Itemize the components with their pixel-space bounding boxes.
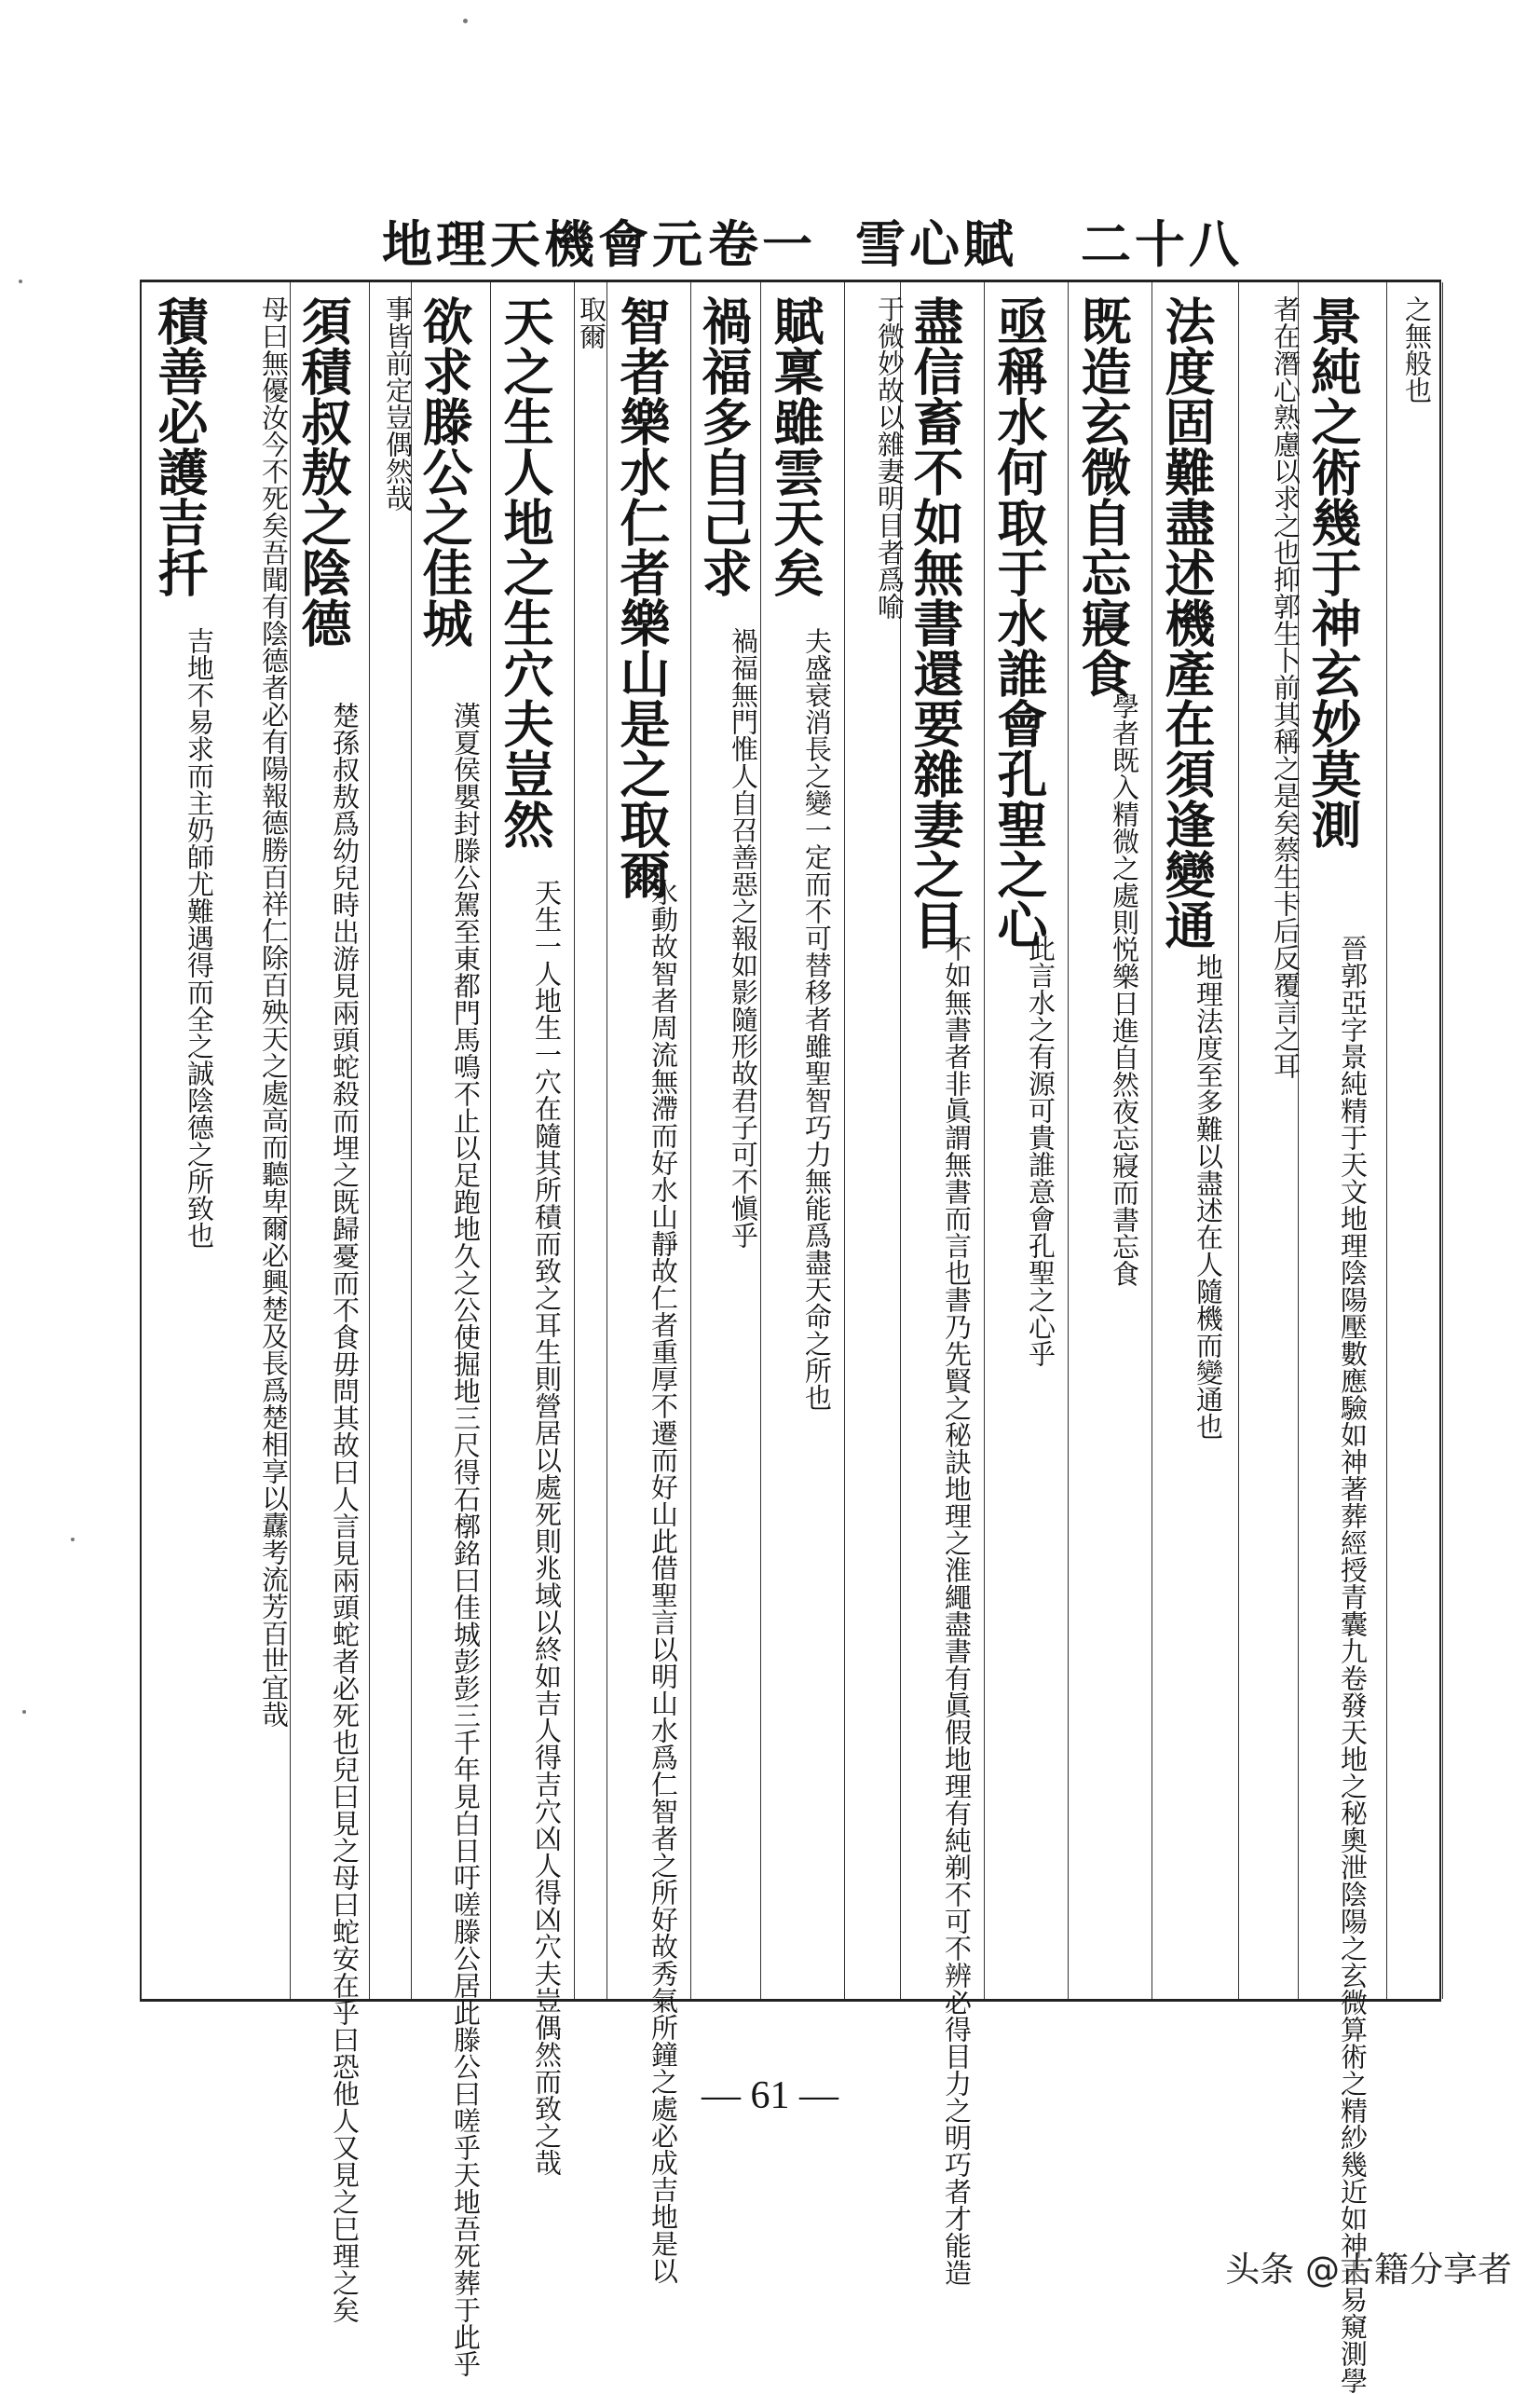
main-text: 亟稱水何取于水誰會孔聖之心 <box>989 295 1049 950</box>
text-column <box>901 282 985 2286</box>
commentary-text: 夫盛衰消長之變一定而不可替移者雖聖智巧力無能爲盡天命之所也 <box>801 627 833 1411</box>
commentary-text: 事皆前定豈偶然哉 <box>382 295 414 512</box>
text-column <box>985 282 1069 1999</box>
commentary-text: 楚孫叔敖爲幼兒時出游見兩頭蛇殺而埋之既歸憂而不食毋問其故曰人言見兩頭蛇者必死也兒曰見之母曰蛇安在乎曰恐他人又見之巳理之矣 <box>329 702 361 2323</box>
main-text: 賦稟雖雲天矣 <box>766 295 825 597</box>
main-text: 積善必護吉扦 <box>150 295 210 597</box>
text-column <box>291 282 370 2323</box>
text-column <box>607 282 691 2284</box>
commentary-text: 之無般也 <box>1401 295 1433 404</box>
main-text: 景純之術幾于神玄妙莫測 <box>1303 295 1363 849</box>
scan-speck <box>71 1538 75 1541</box>
commentary-text: 不如無書者非眞謂無書而言也書乃先賢之秘訣地理之淮繩盡書有眞假地理有純剃不可不辨必得目力之明巧者才能造 <box>941 935 973 2286</box>
text-column <box>1239 282 1302 1999</box>
commentary-text: 地理法度至多難以盡述在人隨機而變通也 <box>1192 953 1224 1440</box>
text-column <box>1299 282 1387 2394</box>
page-label: 二十八 <box>1081 214 1243 274</box>
text-column <box>412 282 491 2377</box>
main-text: 法度固難盡述機產在須逢變通 <box>1157 295 1217 950</box>
text-column <box>142 282 225 1999</box>
watermark-text: 头条 @古籍分享者 <box>1225 2250 1512 2290</box>
text-column <box>1387 282 1443 1999</box>
text-column <box>575 282 607 1999</box>
commentary-text: 吉地不易求而主奶師尤難遇得而全之誠陰德之所致也 <box>184 627 215 1249</box>
text-column <box>845 282 906 1999</box>
scan-speck <box>463 19 468 23</box>
commentary-text: 水動故智者周流無滯而好水山靜故仁者重厚不遷而好山此借聖言以明山水爲仁智者之所好故秀氣所鐘之處必成吉地是以 <box>647 879 679 2284</box>
text-column <box>1152 282 1239 1999</box>
commentary-text: 晉郭亞字景純精于天文地理陰陽壓數應驗如神著葬經授青囊九卷發天地之秘奧泄陰陽之玄微算術之精紗幾近如神未易窺測學 <box>1337 935 1369 2394</box>
main-text: 盡信畜不如無書還要雜妻之目 <box>906 295 965 950</box>
text-column <box>491 282 575 2176</box>
text-column <box>1069 282 1152 1999</box>
commentary-text: 天生一人地生一穴在隨其所積而致之耳生則營居以處死則兆域以終如吉人得吉穴凶人得凶穴夫豈偶然而致之哉 <box>531 879 563 2176</box>
main-text: 須積叔敖之陰德 <box>293 295 353 648</box>
commentary-text: 漢夏侯嬰封滕公駕至東都門馬鳴不止以足跑地久之公使掘地三尺得石槨銘曰佳城彭彭三千年見白日吁嗟滕公居此滕公曰嗟乎天地吾死葬于此乎 <box>450 702 482 2377</box>
main-text: 智者樂水仁者樂山是之取爾 <box>612 295 672 899</box>
volume-label: 卷一 <box>708 214 816 274</box>
main-text: 禍福多自己求 <box>694 295 754 597</box>
commentary-text: 母曰無優汝今不死矣吾聞有陰德者必有陽報德勝百祥仁除百殃天之處高而聽卑爾必興楚及長爲楚相享以纛考流芳百世宜哉 <box>258 295 290 1728</box>
main-text: 天之生人地之生穴夫豈然 <box>496 295 555 849</box>
commentary-text: 于微妙故以雜妻明目者爲喻 <box>874 295 906 620</box>
running-header <box>0 205 1540 289</box>
main-text: 欲求滕公之佳城 <box>415 295 474 648</box>
commentary-text: 禍福無門惟人自召善惡之報如影隨形故君子可不愼乎 <box>728 627 759 1249</box>
commentary-text: 取爾 <box>576 295 607 349</box>
commentary-text: 此言水之有源可貴誰意會孔聖之心乎 <box>1025 935 1056 1367</box>
text-column <box>225 282 291 1999</box>
text-column <box>691 282 761 1999</box>
main-text: 既造玄微自忘寢食 <box>1073 295 1133 698</box>
text-column <box>370 282 412 1999</box>
page-number: — 61 — <box>702 2074 838 2117</box>
chapter-title: 雪心賦 <box>855 214 1017 274</box>
book-title: 地理天機會元 <box>382 214 706 274</box>
commentary-text: 者在潛心熟慮以求之也抑郭生卜前其稱之是矣蔡生卡后反覆言之耳 <box>1270 295 1302 1079</box>
commentary-text: 學者既入精微之處則悦樂日進自然夜忘寢而書忘食 <box>1109 692 1140 1287</box>
text-column <box>761 282 845 1999</box>
scan-speck <box>22 1710 26 1714</box>
